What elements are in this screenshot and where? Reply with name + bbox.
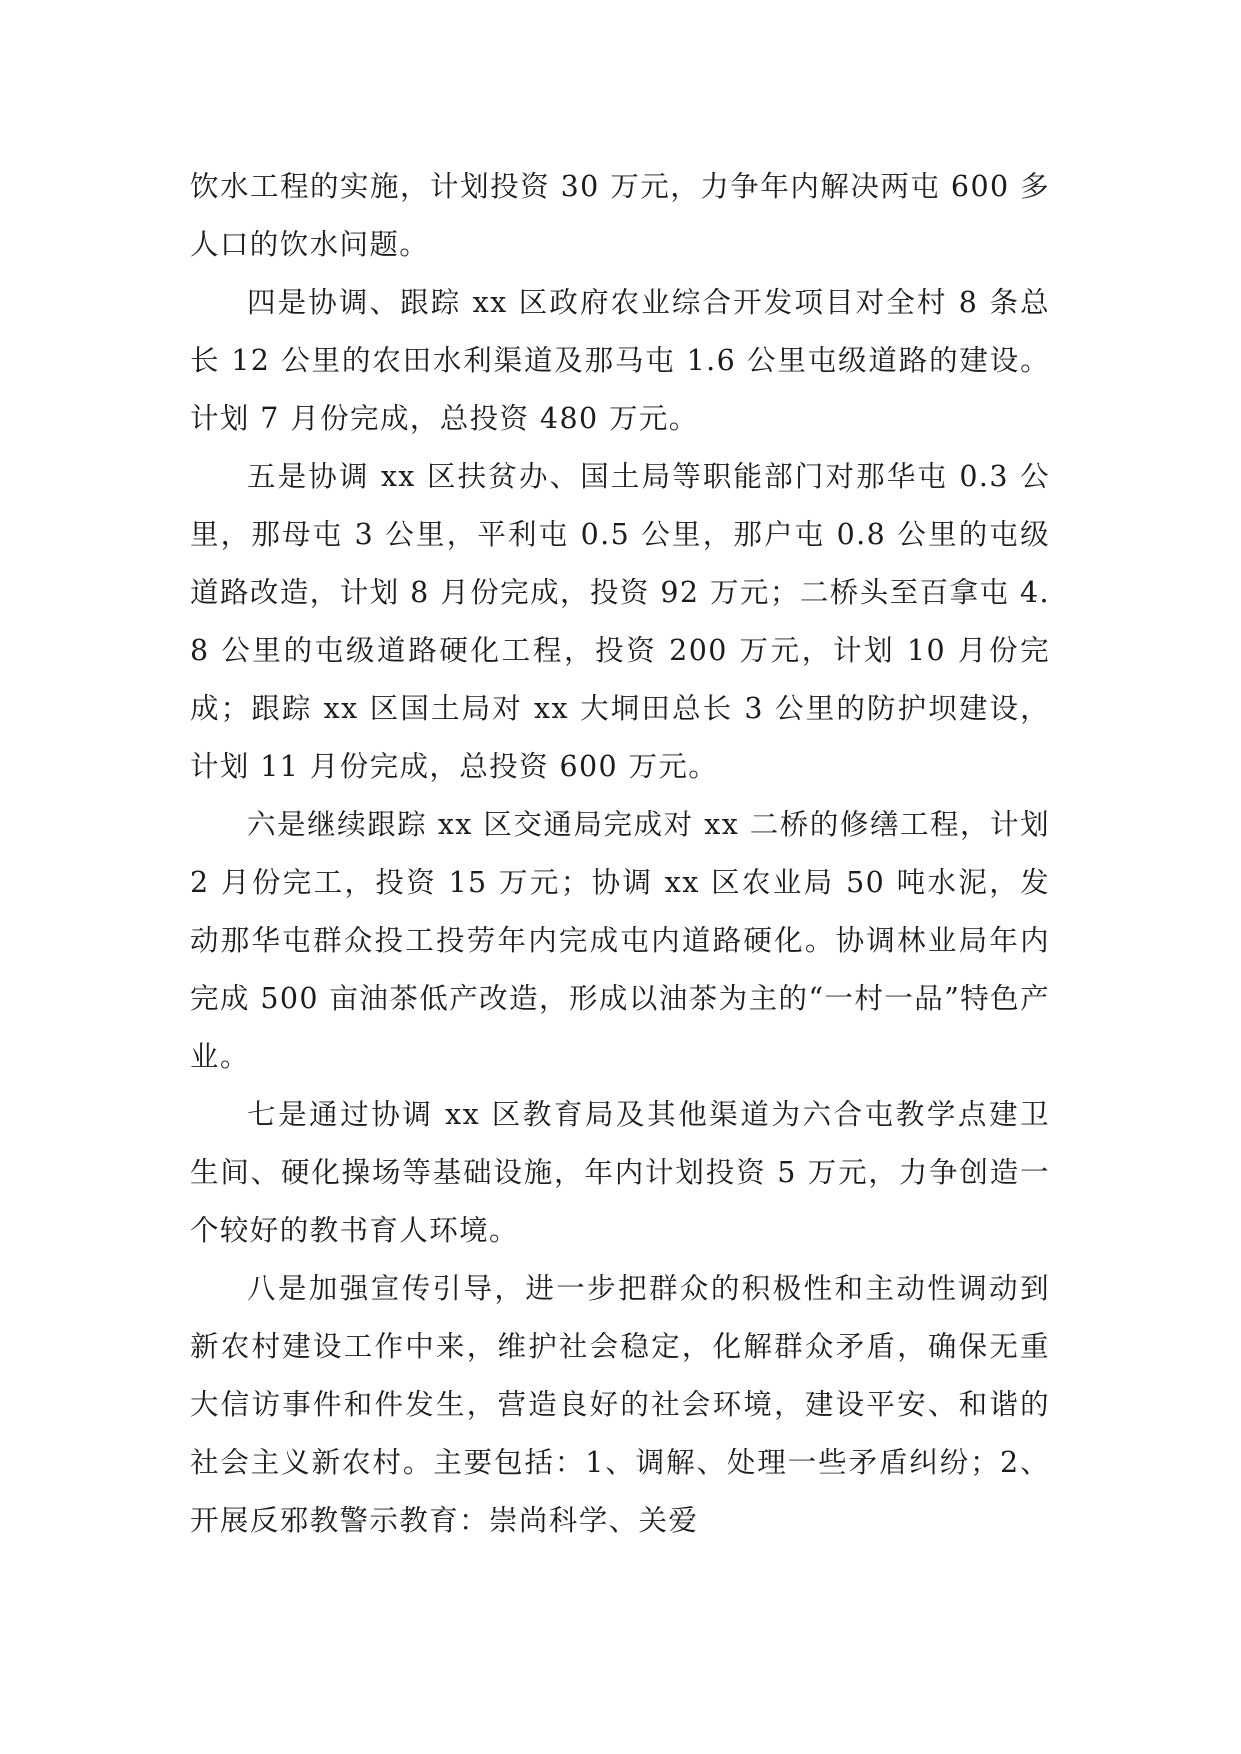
paragraph-item-eight: 八是加强宣传引导，进一步把群众的积极性和主动性调动到新农村建设工作中来，维护社会稳定，化解群众矛盾，确保无重大信访事件和件发生，营造良好的社会环境，建设平安、和谐的社会主义新农村。主要包括：1、调解、处理一些矛盾纠纷；2、开展反邪教警示教育：崇尚科学、关爱: [190, 1272, 1050, 1537]
paragraph-item-seven: 七是通过协调 xx 区教育局及其他渠道为六合屯教学点建卫生间、硬化操场等基础设施，年内计划投资 5 万元，力争创造一个较好的教书育人环境。: [190, 1098, 1050, 1247]
document-body: [190, 158, 1050, 1550]
paragraph-item-six: 六是继续跟踪 xx 区交通局完成对 xx 二桥的修缮工程，计划 2 月份完工，投资 15 万元；协调 xx 区农业局 50 吨水泥，发动那华屯群众投工投劳年内完成屯内道路硬化。协调林业局年内完成 500 亩油茶低产改造，形成以油茶为主的“一村一品”特色产业。: [190, 808, 1050, 1073]
paragraph-water-project: 饮水工程的实施，计划投资 30 万元，力争年内解决两屯 600 多人口的饮水问题。: [190, 170, 1050, 261]
paragraph-item-four: 四是协调、跟踪 xx 区政府农业综合开发项目对全村 8 条总长 12 公里的农田水利渠道及那马屯 1.6 公里屯级道路的建设。计划 7 月份完成，总投资 480 万元。: [190, 286, 1050, 435]
paragraph-item-five: 五是协调 xx 区扶贫办、国土局等职能部门对那华屯 0.3 公里，那母屯 3 公里，平利屯 0.5 公里，那户屯 0.8 公里的屯级道路改造，计划 8 月份完成，投资 92 万元；二桥头至百拿屯 4.8 公里的屯级道路硬化工程，投资 200 万元，计划 10 月份完成；跟踪 xx 区国土局对 xx 大垌田总长 3 公里的防护坝建设，计划 11 月份完成，总投资 600 万元。: [190, 460, 1050, 783]
